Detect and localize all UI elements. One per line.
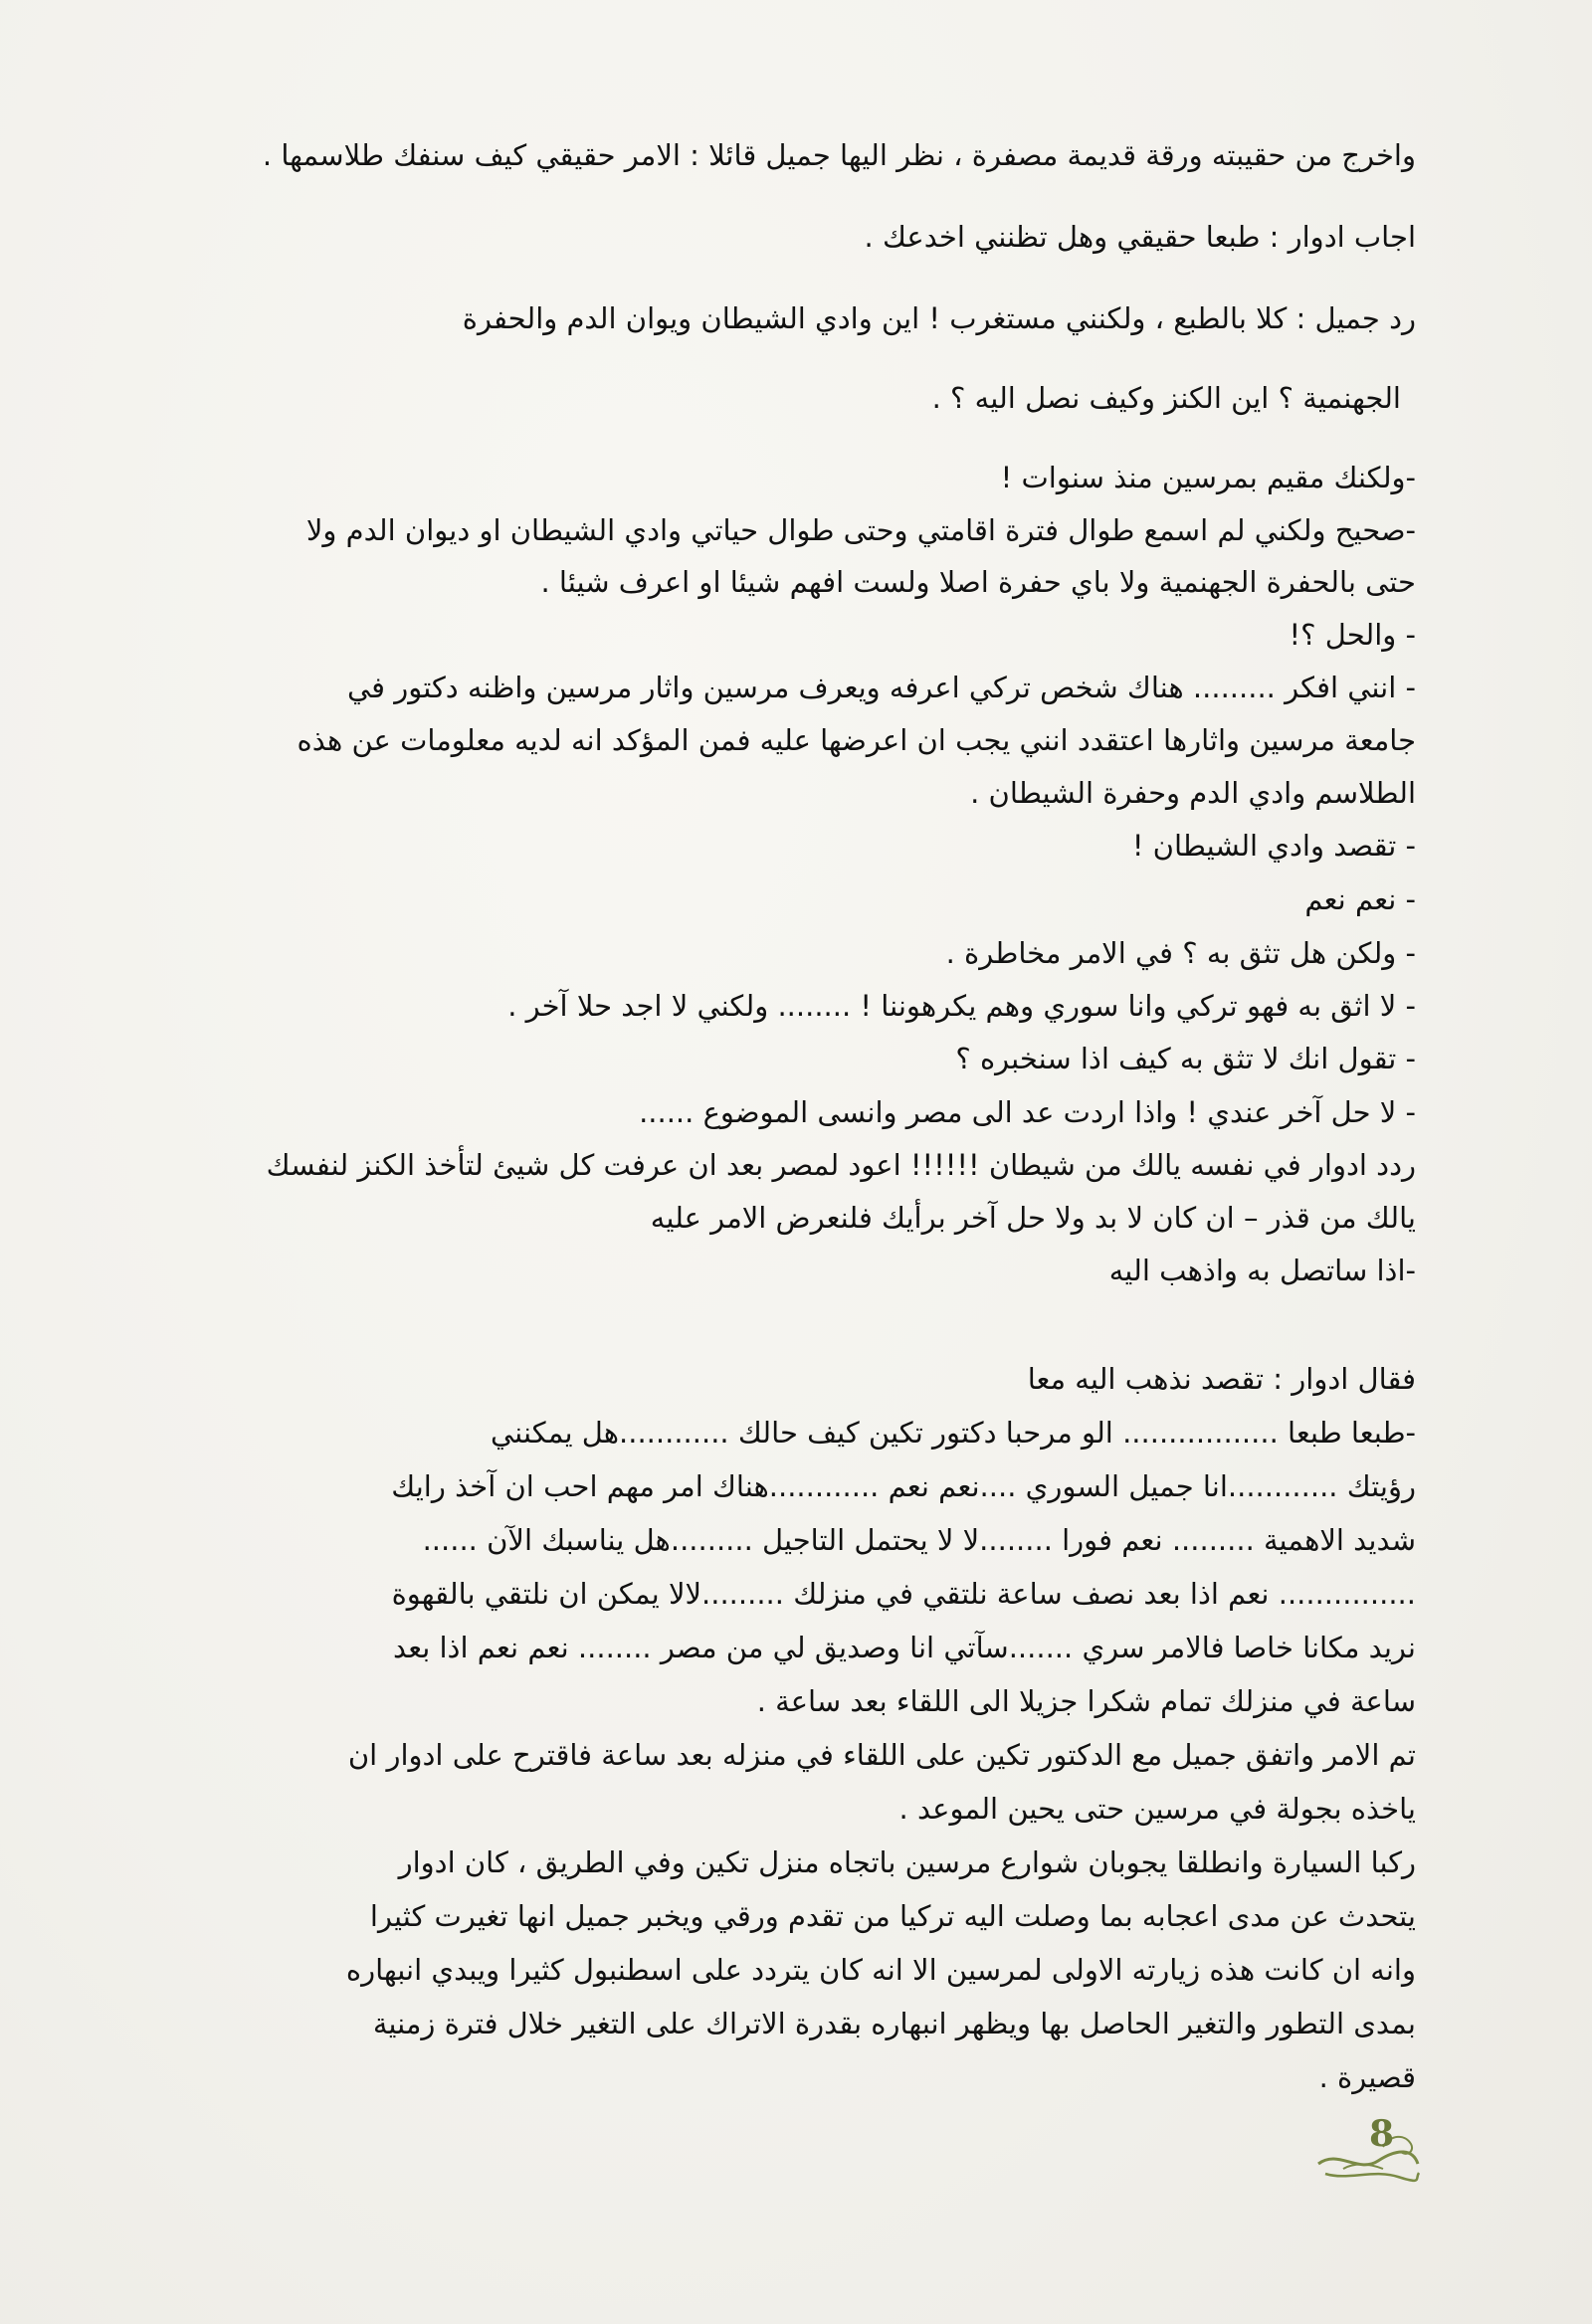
dialogue-line: - تقول انك لا تثق به كيف اذا سنخبره ؟ xyxy=(955,1042,1416,1075)
dialogue-line: ............... نعم اذا بعد نصف ساعة نلتقي في منزلك .........لالا يمكن ان نلتقي بالقهوة xyxy=(391,1577,1416,1611)
paragraph-line: قصيرة . xyxy=(1318,2060,1416,2094)
dialogue-line: شديد الاهمية ......... نعم فورا ........لا لا يحتمل التاجيل .........هل يناسبك الآن ...... xyxy=(422,1523,1416,1557)
paragraph-line: اجاب ادوار : طبعا حقيقي وهل تظنني اخدعك . xyxy=(864,220,1416,254)
paragraph-line: وانه ان كانت هذه زيارته الاولى لمرسين الا انه كان يتردد على اسطنبول كثيرا ويبدي انبهاره xyxy=(345,1953,1416,1987)
dialogue-line: جامعة مرسين واثارها اعتقدد انني يجب ان اعرضها عليه فمن المؤكد انه لديه معلومات عن هذه xyxy=(297,723,1416,757)
dialogue-line: -اذا ساتصل به واذهب اليه xyxy=(1108,1254,1416,1287)
dialogue-line: الطلاسم وادي الدم وحفرة الشيطان . xyxy=(970,776,1416,810)
dialogue-line: حتى بالحفرة الجهنمية ولا باي حفرة اصلا ولست افهم شيئا او اعرف شيئا . xyxy=(540,565,1416,599)
dialogue-line: ردد ادوار في نفسه يالك من شيطان !!!!!! اعود لمصر بعد ان عرفت كل شيئ لتأخذ الكنز لنفسك xyxy=(266,1148,1416,1182)
dialogue-line: -ولكنك مقيم بمرسين منذ سنوات ! xyxy=(1000,461,1416,494)
dialogue-line: يالك من قذر – ان كان لا بد ولا حل آخر برأيك فلنعرض الامر عليه xyxy=(650,1201,1416,1235)
paragraph-line: يتحدث عن مدى اعجابه بما وصلت اليه تركيا من تقدم ورقي ويخبر جميل انها تغيرت كثيرا xyxy=(369,1899,1416,1933)
page-number: 8 xyxy=(1369,2113,1395,2155)
paragraph-line: تم الامر واتفق جميل مع الدكتور تكين على اللقاء في منزله بعد ساعة فاقترح على ادوار ان xyxy=(347,1738,1416,1772)
dialogue-line: رؤيتك ............انا جميل السوري ....نعم نعم ............هناك امر مهم احب ان آخذ رايك xyxy=(391,1469,1416,1503)
dialogue-line: ساعة في منزلك تمام شكرا جزيلا الى اللقاء بعد ساعة . xyxy=(756,1684,1416,1718)
dialogue-line: - لا حل آخر عندي ! واذا اردت عد الى مصر وانسى الموضوع ...... xyxy=(639,1095,1416,1129)
paragraph-line: بمدى التطور والتغير الحاصل بها ويظهر انبهاره بقدرة الاتراك على التغير خلال فترة زمنية xyxy=(372,2007,1416,2040)
dialogue-line: - تقصد وادي الشيطان ! xyxy=(1131,829,1416,863)
flourish-ornament-icon xyxy=(1313,2119,1423,2189)
dialogue-line: - انني افكر ......... هناك شخص تركي اعرفه ويعرف مرسين واثار مرسين واظنه دكتور في xyxy=(347,671,1416,704)
dialogue-line: -صحيح ولكني لم اسمع طوال فترة اقامتي وحتى طوال حياتي وادي الشيطان او ديوان الدم ولا xyxy=(305,513,1416,547)
dialogue-line: - ولكن هل تثق به ؟ في الامر مخاطرة . xyxy=(945,936,1416,970)
dialogue-line: - لا اثق به فهو تركي وانا سوري وهم يكرهوننا ! ........ ولكني لا اجد حلا آخر . xyxy=(507,989,1416,1023)
paragraph-line: ركبا السيارة وانطلقا يجوبان شوارع مرسين باتجاه منزل تكين وفي الطريق ، كان ادوار xyxy=(398,1845,1416,1879)
paragraph-line: واخرج من حقيبته ورقة قديمة مصفرة ، نظر اليها جميل قائلا : الامر حقيقي كيف سنفك طلاسمها . xyxy=(262,138,1416,172)
paragraph-line: ياخذه بجولة في مرسين حتى يحين الموعد . xyxy=(898,1792,1416,1826)
dialogue-line: - والحل ؟! xyxy=(1289,618,1416,652)
dialogue-line: نريد مكانا خاصا فالامر سري .......سآتي انا وصديق لي من مصر ........ نعم نعم اذا بعد xyxy=(393,1631,1416,1664)
dialogue-line: -طبعا طبعا ................. الو مرحبا دكتور تكين كيف حالك ............هل يمكنني xyxy=(491,1416,1416,1450)
paragraph-line: الجهنمية ؟ اين الكنز وكيف نصل اليه ؟ . xyxy=(931,381,1401,415)
dialogue-line: فقال ادوار : تقصد نذهب اليه معا xyxy=(1027,1362,1416,1396)
paragraph-line: رد جميل : كلا بالطبع ، ولكنني مستغرب ! اين وادي الشيطان ويوان الدم والحفرة xyxy=(462,301,1416,335)
dialogue-line: - نعم نعم xyxy=(1304,882,1416,916)
